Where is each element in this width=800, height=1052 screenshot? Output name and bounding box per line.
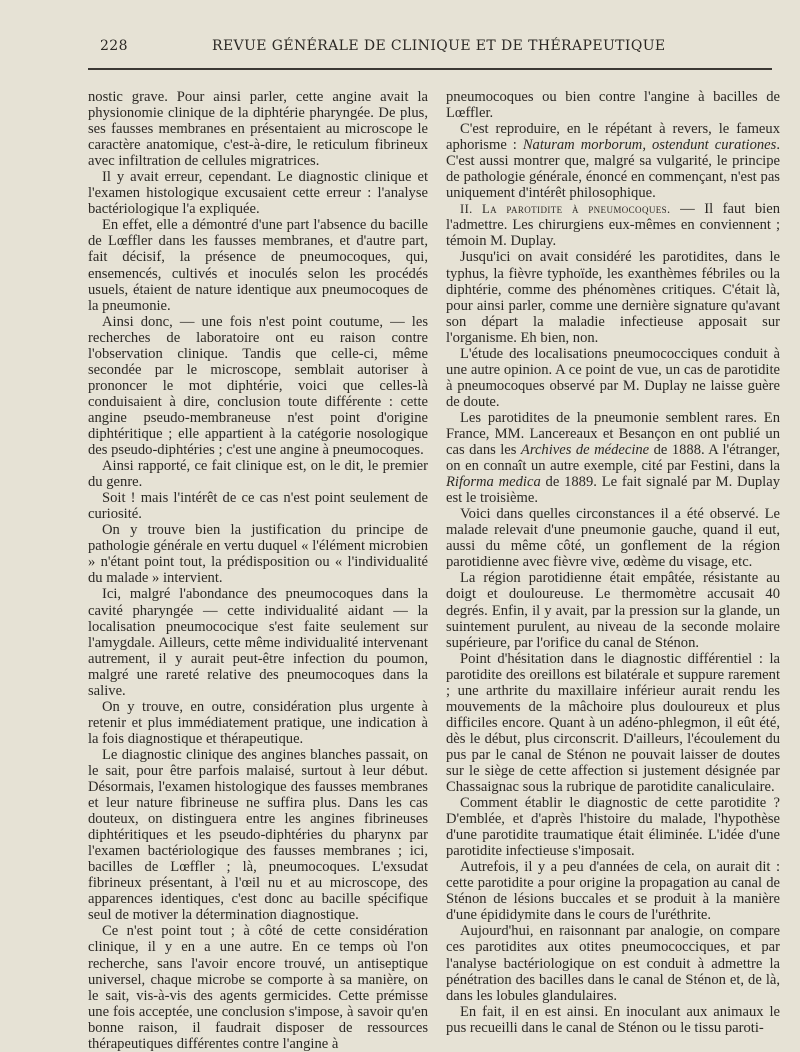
- paragraph: Ainsi donc, — une fois n'est point coutume, — les recherches de laboratoire ont eu raison contre l'observation clinique. Tandis que celle-ci, même secondée par le microscope, semblait autoriser à prononcer le mot diphtérie, voici que celles-là conduisaient à dire, conclusion toute différente : cette angine pseudo-membraneuse n'est point d'origine diphtéritique ; elle appartient à la catégorie nosologique des pseudo-diphtéries ; c'est une angine à pneumocoques.: [88, 313, 428, 459]
- paragraph: pneumocoques ou bien contre l'angine à bacilles de Lœffler.: [446, 89, 780, 122]
- paragraph: Soit ! mais l'intérêt de ce cas n'est point seulement de curiosité.: [88, 490, 428, 523]
- left-column: [88, 89, 428, 1052]
- paragraph: Le diagnostic clinique des angines blanches passait, on le sait, pour être parfois malaisé, surtout à leur début. Désormais, l'examen histologique des fausses membranes et leur nature fibrineuse ne suffira plus. Dans les cas douteux, on distinguera entre les angines fibrineuses diphtéritiques et les pseudo-diphtéries du pharynx par l'examen bactériologique des fausses membranes ; ici, bacilles de Lœffler ; là, pneumocoques. L'exsudat fibrineux présentant, à l'œil nu et au microscope, des apparences identiques, c'est donc au bacille spécifique seul de motiver la détermination diagnostique.: [88, 746, 428, 924]
- paragraph: [446, 410, 780, 506]
- paragraph: Point d'hésitation dans le diagnostic différentiel : la parotidite des oreillons est bilatérale et suppure rarement ; une arthrite du maxillaire inférieur aurait rendu les mouvements de la mâchoire plus douloureux et plus difficiles encore. Quant à un adéno-phlegmon, il eût été, dès le début, plus circonscrit. D'ailleurs, l'écoulement du pus par le canal de Sténon ne pouvait laisser de doutes sur le siège de cette affection si justement désignée par Chassaignac sous la rubrique de parotidite canaliculaire.: [446, 650, 780, 796]
- text-run: Les parotidites de la pneumonie semblent rares. En France, MM. Lancereaux et Besançon en ont publié un cas dans les: [446, 409, 780, 459]
- paragraph: Voici dans quelles circonstances il a été observé. Le malade relevait d'une pneumonie gauche, quand il eut, aussi du même côté, un gonflement de la région parotidienne avec fièvre vive, œdème du visage, etc.: [446, 506, 780, 571]
- paragraph: On y trouve bien la justification du principe de pathologie générale en vertu duquel « l'élément microbien » n'étant point tout, la prédisposition ou « l'individualité du malade » intervient.: [88, 522, 428, 587]
- header-rule: [88, 68, 772, 70]
- text-run: — Il faut bien l'admettre. Les chirurgiens eux-mêmes en conviennent ; témoin M. Duplay.: [446, 201, 780, 250]
- paragraph: Autrefois, il y a peu d'années de cela, on aurait dit : cette parotidite a pour origine la propagation au canal de Sténon de lésions buccales et se produit à la manière d'une épididymite dans le cours de l'uréthrite.: [446, 859, 780, 924]
- text-run: de 1889. Le fait signalé par M. Duplay est le troisième.: [446, 474, 780, 507]
- journal-title: Archives de médecine: [520, 442, 650, 459]
- paragraph: [446, 121, 780, 201]
- text-run: . C'est aussi montrer que, malgré sa vulgarité, le principe de pathologie générale, énoncé en commençant, n'est pas uniquement d'intérêt philosophique.: [446, 137, 780, 202]
- running-title: REVUE GÉNÉRALE DE CLINIQUE ET DE THÉRAPEUTIQUE: [212, 38, 666, 54]
- page-number: 228: [100, 38, 128, 54]
- paragraph: Ici, malgré l'abondance des pneumocoques dans la cavité pharyngée — cette individualité aidant — la localisation pneumococique s'est faite seulement sur l'amygdale. Ailleurs, cette même individualité intervenant autrement, il y aurait peut-être infection du poumon, malgré une rareté relative des pneumocoques dans la salive.: [88, 586, 428, 699]
- text-run: C'est reproduire, en le répétant à revers, le fameux aphorisme :: [446, 121, 780, 154]
- section-heading: II. La parotidite à pneumocoques.: [460, 202, 671, 217]
- paragraph: En effet, elle a démontré d'une part l'absence du bacille de Lœffler dans les fausses membranes, et d'autre part, fait décisif, la présence de pneumocoques, qui, ensemencés, cultivés et inoculés selon les procédés usuels, étaient de nature identique aux pneumocoques de la pneumonie.: [88, 217, 428, 314]
- section-paragraph: [446, 201, 780, 249]
- paragraph: Comment établir le diagnostic de cette parotidite ? D'emblée, et d'après l'histoire du malade, l'hypothèse d'une parotidite traumatique était éliminée. L'idée d'une parotidite infectieuse s'imposait.: [446, 795, 780, 860]
- paragraph: Jusqu'ici on avait considéré les parotidites, dans le typhus, la fièvre typhoïde, les exanthèmes fébriles ou la diphtérie, comme des phénomènes critiques. C'était là, pour ainsi parler, comme une dernière signature qu'avant son départ la maladie infectieuse apposait sur l'organisme. Eh bien, non.: [446, 249, 780, 346]
- right-column: [446, 89, 780, 1036]
- journal-title: Riforma medica: [446, 474, 541, 491]
- paragraph: Aujourd'hui, en raisonnant par analogie, on compare ces parotidites aux otites pneumococciques, et par l'analyse bactériologique on est conduit à admettre la pénétration des bacilles dans le canal de Sténon et, de là, dans les lobules glandulaires.: [446, 923, 780, 1004]
- paragraph: Il y avait erreur, cependant. Le diagnostic clinique et l'examen histologique excusaient cette erreur : l'analyse bactériologique l'a expliquée.: [88, 169, 428, 218]
- paragraph: nostic grave. Pour ainsi parler, cette angine avait la physionomie clinique de la diphtérie pharyngée. De plus, ses fausses membranes en présentaient au microscope le caractère anatomique, c'est-à-dire, le reticulum fibrineux avec infiltration de cellules migratrices.: [88, 89, 428, 170]
- paragraph: Ainsi rapporté, ce fait clinique est, on le dit, le premier du genre.: [88, 458, 428, 491]
- paragraph: En fait, il en est ainsi. En inoculant aux animaux le pus recueilli dans le canal de Sténon ou le tissu paroti-: [446, 1003, 780, 1036]
- text-run: de 1888. A l'étranger, on en connaît un autre exemple, cité par Festini, dans la: [446, 442, 780, 475]
- paragraph: La région parotidienne était empâtée, résistante au doigt et douloureuse. Le thermomètre accusait 40 degrés. Enfin, il y avait, par la pression sur la glande, un suintement purulent, au niveau de la seconde molaire supérieure, par l'orifice du canal de Sténon.: [446, 570, 780, 651]
- paragraph: L'étude des localisations pneumococciques conduit à une autre opinion. A ce point de vue, un cas de parotidite à pneumocoques observé par M. Duplay ne laisse guère de doute.: [446, 345, 780, 410]
- paragraph: On y trouve, en outre, considération plus urgente à retenir et plus immédiatement pratique, une indication à la fois diagnostique et thérapeutique.: [88, 698, 428, 747]
- paragraph: Ce n'est point tout ; à côté de cette considération clinique, il y en a une autre. En ce temps où l'on recherche, sans l'avoir encore trouvé, un antiseptique universel, chaque microbe se comporte à sa manière, on le sait, vis-à-vis des agents germicides. Cette prémisse une fois acceptée, une conclusion s'impose, à savoir qu'en bonne raison, il faudrait disposer de ressources thérapeutiques différentes contre l'angine à: [88, 923, 428, 1052]
- italic-quote: Naturam morborum, ostendunt curationes: [522, 137, 777, 154]
